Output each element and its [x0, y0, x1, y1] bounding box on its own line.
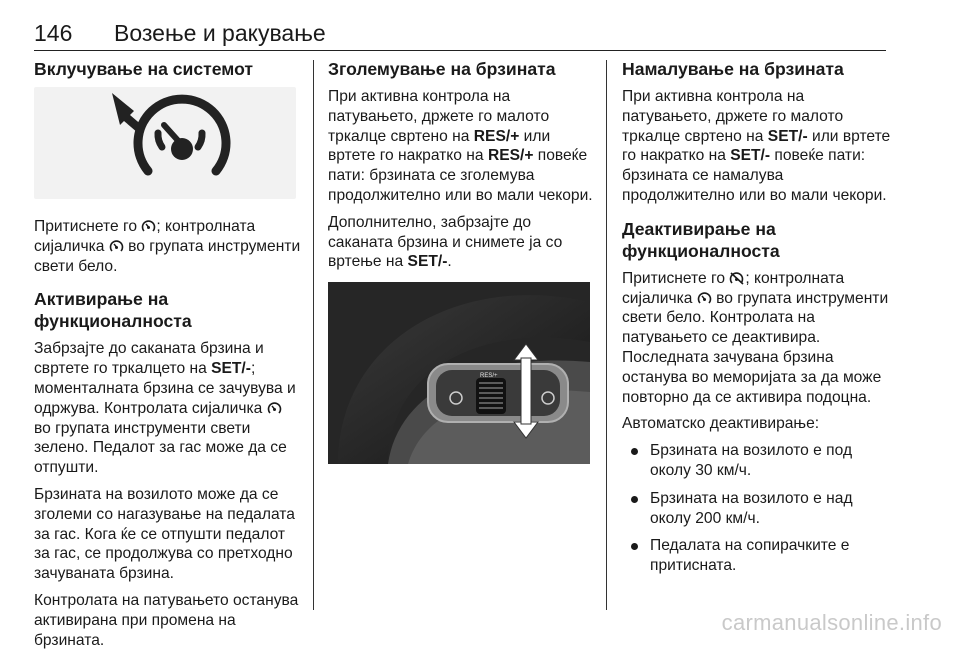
paragraph: Автоматско деактивирање:: [622, 415, 820, 433]
set-label: SET/-: [211, 360, 251, 378]
text: во групата инструменти свети зелено. Педалот за гас може да се отпушти.: [34, 419, 287, 477]
text: При активна контрола на патувањето, држете го малото тркалце свртено на: [328, 88, 550, 145]
list-item-text: Брзината на возилото е над околу 200 км/ч.: [650, 489, 853, 527]
list-item-text: Педалата на сопирачките е притисната.: [650, 537, 850, 575]
paragraph: [328, 213, 596, 272]
paragraph: Контролата на патувањето останува активирана при промена на брзината.: [34, 591, 299, 649]
text: во групата инструменти свети бело.: [34, 237, 301, 275]
cruise-control-icon: [34, 87, 296, 199]
text: ; контролната сијаличка: [622, 269, 845, 307]
column-divider: [606, 60, 607, 610]
cruise-control-icon: [109, 239, 124, 253]
page-header: [34, 14, 886, 51]
text: ; моменталната брзина се зачувува и одржува. Контролата сијаличка: [34, 360, 296, 417]
column-divider: [313, 60, 314, 610]
cruise-control-icon: [697, 291, 712, 305]
bullet-dot: [631, 448, 638, 455]
section-heading-increase: Зголемување на брзината: [328, 59, 556, 79]
watermark: carmanualsonline.info: [721, 610, 942, 635]
paragraph: [622, 269, 897, 408]
res-label: RES/+: [473, 127, 520, 145]
bullet-list: [622, 441, 897, 576]
paragraph: [34, 339, 302, 478]
text: При активна контрола на патувањето, држете го малото тркалце свртено на: [622, 88, 844, 145]
text: повеќе пати: брзината се намалува продолжително или во мали чекори.: [622, 147, 887, 204]
cruise-control-figure: [34, 87, 296, 199]
paragraph: [622, 87, 897, 206]
text: повеќе пати: брзината се зголемува продолжително или во мали чекори.: [328, 147, 593, 204]
column-left: [34, 58, 302, 657]
text: Притиснете го: [34, 218, 142, 235]
list-item: [622, 441, 897, 481]
list-item: [622, 489, 897, 529]
set-label: SET/-: [767, 127, 808, 145]
paragraph: [34, 217, 302, 276]
text: ; контролната сијаличка: [34, 218, 256, 255]
section-heading-deactivate: Деактивирање на функционалноста: [622, 218, 780, 261]
set-label: SET/-: [730, 147, 771, 165]
cruise-control-icon: [141, 219, 156, 233]
cruise-control-icon: [267, 401, 282, 415]
page-number: 146: [34, 20, 73, 46]
paragraph: [328, 87, 596, 206]
wheel-res-label: RES/+: [480, 373, 498, 380]
set-label: SET/-: [407, 253, 448, 271]
list-item: [622, 536, 897, 576]
section-heading-decrease: Намалување на брзината: [622, 59, 844, 79]
text: Притиснете го: [622, 269, 730, 287]
text: .: [447, 253, 452, 271]
res-label: RES/+: [487, 147, 534, 165]
section-heading-switch-on: Вклучување на системот: [34, 59, 254, 79]
text: или вртете го накратко на: [622, 127, 891, 165]
steering-wheel-image: [328, 282, 590, 464]
column-middle: [328, 58, 596, 464]
text: во групата инструменти свети бело. Контролата на патувањето се деактивира. Последната зачувана брзина останува во меморијата за да може повторно да се активира подоцна.: [622, 289, 889, 406]
text: или вртете го накратко на: [328, 127, 551, 165]
cruise-control-off-icon: [729, 271, 745, 285]
list-item-text: Брзината на возилото е под околу 30 км/ч.: [650, 442, 853, 479]
bullet-dot: [631, 543, 638, 550]
text: Дополнително, забрзајте до саканата брзина и снимете ја со вртење на: [328, 213, 563, 271]
section-heading-activate: Активирање на функционалноста: [34, 289, 192, 332]
bullet-dot: [631, 496, 638, 503]
column-right: [622, 58, 897, 584]
paragraph: Брзината на возилото може да се зголеми со нагазување на педалата за гас. Кога ќе се отпушти педалот за гас, се продолжува со претходно зачуваната брзина.: [34, 485, 295, 583]
chapter-title: Возење и ракување: [114, 20, 326, 46]
steering-wheel-photo: [328, 282, 590, 464]
text: Забрзајте до саканата брзина и свртете го тркалцето на: [34, 340, 264, 378]
